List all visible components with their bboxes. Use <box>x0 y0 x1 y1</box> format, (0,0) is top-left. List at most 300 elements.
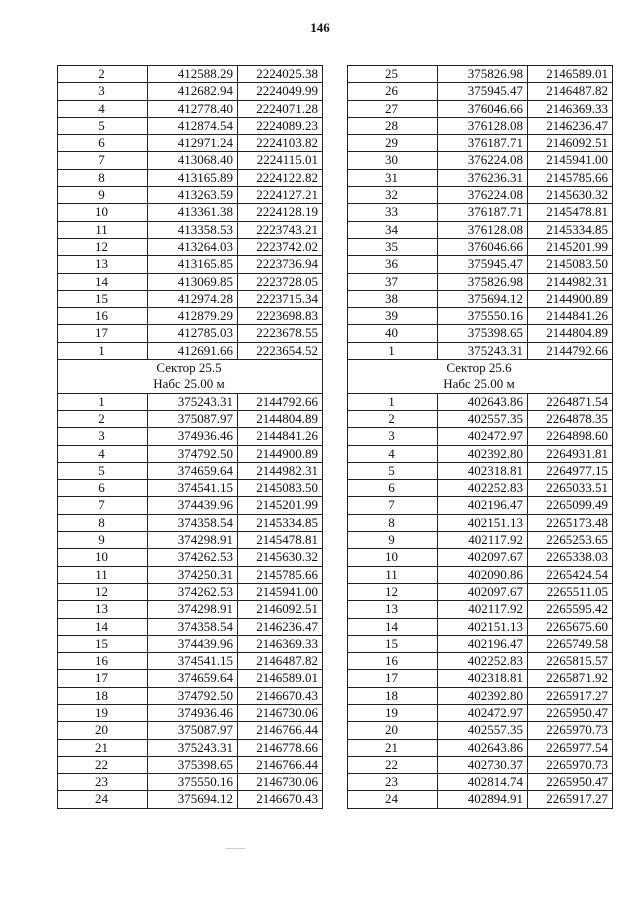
y-coordinate: 2145201.99 <box>528 238 613 255</box>
sector-title: Сектор 25.5 <box>156 360 222 376</box>
table-row <box>58 290 323 307</box>
y-coordinate: 2146487.82 <box>238 653 323 670</box>
x-coordinate: 376224.08 <box>438 187 528 204</box>
table-row <box>348 774 613 791</box>
sector-title: Сектор 25.6 <box>446 360 512 376</box>
x-coordinate: 375694.12 <box>148 791 238 808</box>
table-row <box>348 618 613 635</box>
x-coordinate: 374541.15 <box>148 480 238 497</box>
table-row <box>348 653 613 670</box>
table-row <box>348 308 613 325</box>
table-row <box>348 169 613 186</box>
table-row <box>58 618 323 635</box>
point-number: 11 <box>58 221 148 238</box>
table-row <box>348 445 613 462</box>
x-coordinate: 402196.47 <box>438 635 528 652</box>
x-coordinate: 402730.37 <box>438 756 528 773</box>
x-coordinate: 374298.91 <box>148 532 238 549</box>
point-number: 11 <box>348 566 438 583</box>
x-coordinate: 374262.53 <box>148 549 238 566</box>
y-coordinate: 2224115.01 <box>238 152 323 169</box>
point-number: 1 <box>58 393 148 410</box>
table-row <box>348 549 613 566</box>
y-coordinate: 2224122.82 <box>238 169 323 186</box>
table-row <box>348 117 613 134</box>
point-number: 14 <box>348 618 438 635</box>
y-coordinate: 2223742.02 <box>238 238 323 255</box>
table-row <box>58 549 323 566</box>
table-row <box>348 497 613 514</box>
y-coordinate: 2146092.51 <box>528 135 613 152</box>
table-row <box>348 256 613 273</box>
table-row <box>58 135 323 152</box>
x-coordinate: 412691.66 <box>148 342 238 359</box>
table-row <box>348 532 613 549</box>
point-number: 13 <box>58 256 148 273</box>
table-row <box>58 256 323 273</box>
table-row <box>348 566 613 583</box>
table-row <box>58 273 323 290</box>
x-coordinate: 376046.66 <box>438 100 528 117</box>
x-coordinate: 402117.92 <box>438 532 528 549</box>
y-coordinate: 2145334.85 <box>238 514 323 531</box>
y-coordinate: 2223728.05 <box>238 273 323 290</box>
x-coordinate: 402196.47 <box>438 497 528 514</box>
point-number: 23 <box>348 774 438 791</box>
y-coordinate: 2145941.00 <box>528 152 613 169</box>
y-coordinate: 2146766.44 <box>238 756 323 773</box>
x-coordinate: 412588.29 <box>148 66 238 83</box>
point-number: 19 <box>58 704 148 721</box>
table-row <box>348 428 613 445</box>
x-coordinate: 375398.65 <box>148 756 238 773</box>
y-coordinate: 2264898.60 <box>528 428 613 445</box>
x-coordinate: 402643.86 <box>438 739 528 756</box>
point-number: 8 <box>58 169 148 186</box>
table-row <box>348 290 613 307</box>
point-number: 6 <box>348 480 438 497</box>
point-number: 34 <box>348 221 438 238</box>
x-coordinate: 402151.13 <box>438 514 528 531</box>
point-number: 18 <box>348 687 438 704</box>
table-row <box>348 583 613 600</box>
point-number: 17 <box>348 670 438 687</box>
table-row <box>58 308 323 325</box>
y-coordinate: 2265815.57 <box>528 653 613 670</box>
table-row <box>348 791 613 808</box>
x-coordinate: 402643.86 <box>438 393 528 410</box>
point-number: 30 <box>348 152 438 169</box>
table-row <box>348 187 613 204</box>
table-row <box>58 66 323 83</box>
x-coordinate: 402392.80 <box>438 445 528 462</box>
y-coordinate: 2223715.34 <box>238 290 323 307</box>
table-row <box>348 704 613 721</box>
x-coordinate: 402472.97 <box>438 428 528 445</box>
x-coordinate: 413165.85 <box>148 256 238 273</box>
table-row <box>58 566 323 583</box>
y-coordinate: 2145630.32 <box>528 187 613 204</box>
y-coordinate: 2146670.43 <box>238 687 323 704</box>
y-coordinate: 2145201.99 <box>238 497 323 514</box>
table-row <box>348 325 613 342</box>
x-coordinate: 412778.40 <box>148 100 238 117</box>
x-coordinate: 413263.59 <box>148 187 238 204</box>
table-row <box>348 342 613 359</box>
y-coordinate: 2145083.50 <box>528 256 613 273</box>
x-coordinate: 375550.16 <box>438 308 528 325</box>
x-coordinate: 413165.89 <box>148 169 238 186</box>
y-coordinate: 2145083.50 <box>238 480 323 497</box>
table-row <box>348 514 613 531</box>
y-coordinate: 2265338.03 <box>528 549 613 566</box>
x-coordinate: 374659.64 <box>148 462 238 479</box>
y-coordinate: 2146369.33 <box>238 635 323 652</box>
y-coordinate: 2146236.47 <box>238 618 323 635</box>
table-row <box>58 704 323 721</box>
table-row <box>58 342 323 359</box>
point-number: 20 <box>348 722 438 739</box>
point-number: 20 <box>58 722 148 739</box>
y-coordinate: 2265970.73 <box>528 722 613 739</box>
y-coordinate: 2146369.33 <box>528 100 613 117</box>
table-row <box>348 273 613 290</box>
point-number: 9 <box>58 187 148 204</box>
table-row <box>58 325 323 342</box>
point-number: 3 <box>58 83 148 100</box>
y-coordinate: 2146730.06 <box>238 704 323 721</box>
table-row <box>348 756 613 773</box>
point-number: 2 <box>58 410 148 427</box>
x-coordinate: 375945.47 <box>438 256 528 273</box>
y-coordinate: 2145478.81 <box>238 532 323 549</box>
table-row <box>58 722 323 739</box>
point-number: 5 <box>58 117 148 134</box>
table-row <box>58 238 323 255</box>
table-row <box>348 100 613 117</box>
x-coordinate: 374659.64 <box>148 670 238 687</box>
table-row <box>348 722 613 739</box>
x-coordinate: 402252.83 <box>438 653 528 670</box>
coordinates-table-left <box>57 65 323 809</box>
table-row <box>58 187 323 204</box>
point-number: 15 <box>58 290 148 307</box>
x-coordinate: 375550.16 <box>148 774 238 791</box>
point-number: 12 <box>58 583 148 600</box>
x-coordinate: 375243.31 <box>438 342 528 359</box>
x-coordinate: 412785.03 <box>148 325 238 342</box>
table-row <box>58 756 323 773</box>
x-coordinate: 375243.31 <box>148 393 238 410</box>
table-row <box>58 462 323 479</box>
x-coordinate: 376128.08 <box>438 117 528 134</box>
x-coordinate: 402252.83 <box>438 480 528 497</box>
y-coordinate: 2265950.47 <box>528 774 613 791</box>
x-coordinate: 402557.35 <box>438 410 528 427</box>
point-number: 7 <box>58 497 148 514</box>
table-row <box>58 583 323 600</box>
point-number: 5 <box>58 462 148 479</box>
point-number: 27 <box>348 100 438 117</box>
x-coordinate: 376224.08 <box>438 152 528 169</box>
point-number: 18 <box>58 687 148 704</box>
sector-height: Набс 25.00 м <box>153 376 225 392</box>
x-coordinate: 376187.71 <box>438 204 528 221</box>
point-number: 22 <box>348 756 438 773</box>
y-coordinate: 2265871.92 <box>528 670 613 687</box>
y-coordinate: 2146730.06 <box>238 774 323 791</box>
point-number: 12 <box>348 583 438 600</box>
y-coordinate: 2145785.66 <box>238 566 323 583</box>
y-coordinate: 2145478.81 <box>528 204 613 221</box>
point-number: 16 <box>58 308 148 325</box>
x-coordinate: 412682.94 <box>148 83 238 100</box>
y-coordinate: 2224103.82 <box>238 135 323 152</box>
y-coordinate: 2145334.85 <box>528 221 613 238</box>
point-number: 5 <box>348 462 438 479</box>
x-coordinate: 375826.98 <box>438 273 528 290</box>
sector-height: Набс 25.00 м <box>443 376 515 392</box>
point-number: 14 <box>58 618 148 635</box>
y-coordinate: 2264931.81 <box>528 445 613 462</box>
x-coordinate: 374936.46 <box>148 704 238 721</box>
x-coordinate: 402117.92 <box>438 601 528 618</box>
y-coordinate: 2223654.52 <box>238 342 323 359</box>
point-number: 35 <box>348 238 438 255</box>
y-coordinate: 2144792.66 <box>528 342 613 359</box>
table-row <box>348 135 613 152</box>
y-coordinate: 2265917.27 <box>528 791 613 808</box>
x-coordinate: 374792.50 <box>148 687 238 704</box>
x-coordinate: 402090.86 <box>438 566 528 583</box>
x-coordinate: 413068.40 <box>148 152 238 169</box>
y-coordinate: 2144900.89 <box>238 445 323 462</box>
x-coordinate: 402472.97 <box>438 704 528 721</box>
point-number: 4 <box>58 445 148 462</box>
x-coordinate: 412971.24 <box>148 135 238 152</box>
page-number: 146 <box>310 20 330 35</box>
point-number: 23 <box>58 774 148 791</box>
point-number: 1 <box>348 393 438 410</box>
point-number: 32 <box>348 187 438 204</box>
point-number: 21 <box>58 739 148 756</box>
table-row <box>58 791 323 808</box>
table-row <box>58 532 323 549</box>
x-coordinate: 412879.29 <box>148 308 238 325</box>
y-coordinate: 2146778.66 <box>238 739 323 756</box>
point-number: 25 <box>348 66 438 83</box>
point-number: 14 <box>58 273 148 290</box>
point-number: 8 <box>58 514 148 531</box>
x-coordinate: 376128.08 <box>438 221 528 238</box>
point-number: 7 <box>58 152 148 169</box>
x-coordinate: 375087.97 <box>148 410 238 427</box>
x-coordinate: 402557.35 <box>438 722 528 739</box>
point-number: 6 <box>58 480 148 497</box>
point-number: 13 <box>58 601 148 618</box>
y-coordinate: 2265511.05 <box>528 583 613 600</box>
table-row <box>348 635 613 652</box>
x-coordinate: 402318.81 <box>438 462 528 479</box>
point-number: 3 <box>348 428 438 445</box>
table-row <box>58 601 323 618</box>
y-coordinate: 2146092.51 <box>238 601 323 618</box>
y-coordinate: 2265099.49 <box>528 497 613 514</box>
x-coordinate: 402097.67 <box>438 583 528 600</box>
y-coordinate: 2145630.32 <box>238 549 323 566</box>
table-row <box>348 152 613 169</box>
table-row <box>348 462 613 479</box>
table-row <box>58 221 323 238</box>
x-coordinate: 376187.71 <box>438 135 528 152</box>
y-coordinate: 2265977.54 <box>528 739 613 756</box>
point-number: 24 <box>58 791 148 808</box>
y-coordinate: 2146236.47 <box>528 117 613 134</box>
x-coordinate: 374936.46 <box>148 428 238 445</box>
y-coordinate: 2265424.54 <box>528 566 613 583</box>
point-number: 8 <box>348 514 438 531</box>
point-number: 24 <box>348 791 438 808</box>
x-coordinate: 374298.91 <box>148 601 238 618</box>
point-number: 10 <box>348 549 438 566</box>
point-number: 2 <box>348 410 438 427</box>
sector-header-row <box>348 360 613 394</box>
point-number: 12 <box>58 238 148 255</box>
y-coordinate: 2265173.48 <box>528 514 613 531</box>
point-number: 31 <box>348 169 438 186</box>
y-coordinate: 2144804.89 <box>528 325 613 342</box>
point-number: 4 <box>58 100 148 117</box>
y-coordinate: 2146766.44 <box>238 722 323 739</box>
x-coordinate: 374439.96 <box>148 497 238 514</box>
y-coordinate: 2144804.89 <box>238 410 323 427</box>
table-row <box>58 169 323 186</box>
point-number: 17 <box>58 325 148 342</box>
x-coordinate: 374358.54 <box>148 514 238 531</box>
point-number: 22 <box>58 756 148 773</box>
table-row <box>348 66 613 83</box>
y-coordinate: 2146670.43 <box>238 791 323 808</box>
y-coordinate: 2223736.94 <box>238 256 323 273</box>
table-row <box>348 601 613 618</box>
point-number: 10 <box>58 549 148 566</box>
y-coordinate: 2224127.21 <box>238 187 323 204</box>
x-coordinate: 374358.54 <box>148 618 238 635</box>
point-number: 19 <box>348 704 438 721</box>
point-number: 11 <box>58 566 148 583</box>
table-row <box>348 221 613 238</box>
point-number: 39 <box>348 308 438 325</box>
y-coordinate: 2265595.42 <box>528 601 613 618</box>
table-row <box>58 497 323 514</box>
y-coordinate: 2265675.60 <box>528 618 613 635</box>
point-number: 40 <box>348 325 438 342</box>
table-row <box>58 635 323 652</box>
y-coordinate: 2144841.26 <box>528 308 613 325</box>
table-row <box>58 204 323 221</box>
y-coordinate: 2224025.38 <box>238 66 323 83</box>
table-row <box>58 83 323 100</box>
point-number: 1 <box>348 342 438 359</box>
x-coordinate: 402151.13 <box>438 618 528 635</box>
point-number: 10 <box>58 204 148 221</box>
x-coordinate: 374262.53 <box>148 583 238 600</box>
sector-header <box>58 360 323 394</box>
x-coordinate: 402392.80 <box>438 687 528 704</box>
table-row <box>348 204 613 221</box>
x-coordinate: 412974.28 <box>148 290 238 307</box>
table-row <box>58 393 323 410</box>
table-row <box>58 774 323 791</box>
table-row <box>58 653 323 670</box>
x-coordinate: 375398.65 <box>438 325 528 342</box>
y-coordinate: 2264871.54 <box>528 393 613 410</box>
y-coordinate: 2146589.01 <box>238 670 323 687</box>
y-coordinate: 2224128.19 <box>238 204 323 221</box>
point-number: 13 <box>348 601 438 618</box>
point-number: 28 <box>348 117 438 134</box>
point-number: 16 <box>58 653 148 670</box>
x-coordinate: 376046.66 <box>438 238 528 255</box>
y-coordinate: 2265253.65 <box>528 532 613 549</box>
y-coordinate: 2145785.66 <box>528 169 613 186</box>
x-coordinate: 412874.54 <box>148 117 238 134</box>
y-coordinate: 2264878.35 <box>528 410 613 427</box>
point-number: 38 <box>348 290 438 307</box>
y-coordinate: 2144900.89 <box>528 290 613 307</box>
x-coordinate: 374250.31 <box>148 566 238 583</box>
x-coordinate: 413361.38 <box>148 204 238 221</box>
x-coordinate: 413069.85 <box>148 273 238 290</box>
point-number: 21 <box>348 739 438 756</box>
table-row <box>58 670 323 687</box>
table-row <box>348 83 613 100</box>
point-number: 15 <box>348 635 438 652</box>
x-coordinate: 374439.96 <box>148 635 238 652</box>
y-coordinate: 2146487.82 <box>528 83 613 100</box>
point-number: 36 <box>348 256 438 273</box>
y-coordinate: 2224049.99 <box>238 83 323 100</box>
point-number: 4 <box>348 445 438 462</box>
point-number: 17 <box>58 670 148 687</box>
y-coordinate: 2265917.27 <box>528 687 613 704</box>
table-row <box>58 739 323 756</box>
x-coordinate: 402318.81 <box>438 670 528 687</box>
y-coordinate: 2264977.15 <box>528 462 613 479</box>
y-coordinate: 2145941.00 <box>238 583 323 600</box>
point-number: 26 <box>348 83 438 100</box>
table-row <box>348 687 613 704</box>
x-coordinate: 375694.12 <box>438 290 528 307</box>
table-row <box>58 445 323 462</box>
y-coordinate: 2265950.47 <box>528 704 613 721</box>
y-coordinate: 2265033.51 <box>528 480 613 497</box>
point-number: 29 <box>348 135 438 152</box>
point-number: 9 <box>348 532 438 549</box>
table-row <box>348 238 613 255</box>
x-coordinate: 375243.31 <box>148 739 238 756</box>
table-row <box>348 480 613 497</box>
table-row <box>348 739 613 756</box>
table-row <box>348 410 613 427</box>
x-coordinate: 413358.53 <box>148 221 238 238</box>
point-number: 2 <box>58 66 148 83</box>
table-row <box>58 480 323 497</box>
y-coordinate: 2224071.28 <box>238 100 323 117</box>
point-number: 6 <box>58 135 148 152</box>
x-coordinate: 375945.47 <box>438 83 528 100</box>
table-row <box>58 117 323 134</box>
